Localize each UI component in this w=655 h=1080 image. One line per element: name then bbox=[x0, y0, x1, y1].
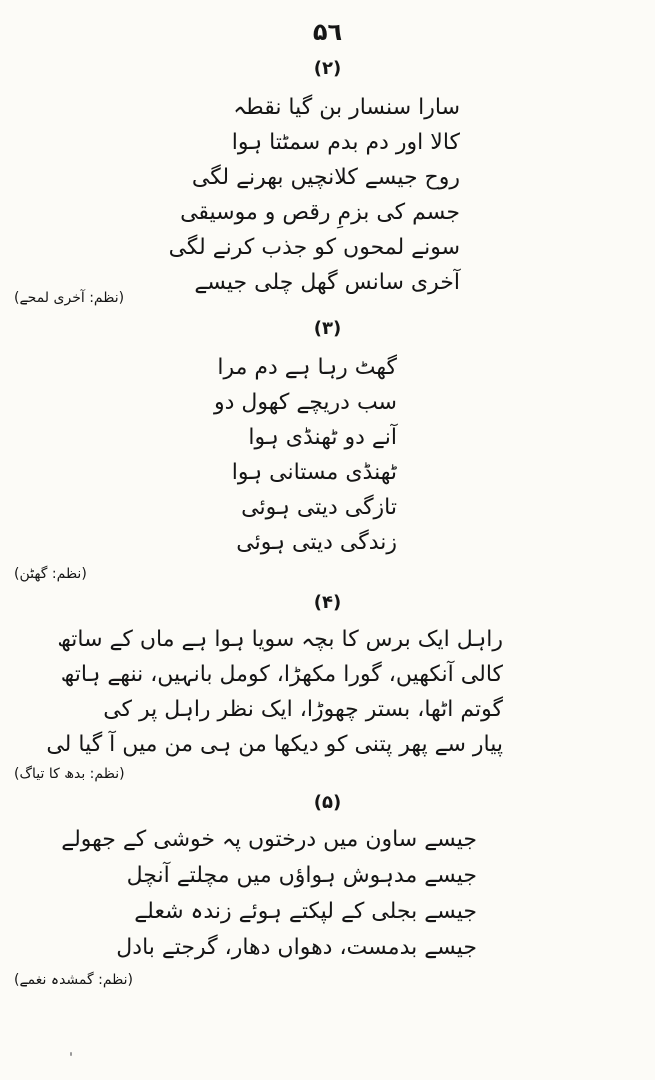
verse-line: جیسے بجلی کے لپکتے ہوئے زندہ شعلے bbox=[134, 899, 477, 924]
poem-source: (نظم: گھٹن) bbox=[14, 566, 87, 582]
poem-stanza bbox=[168, 90, 460, 300]
verse-line: جیسے ساون میں درختوں پہ خوشی کے جھولے bbox=[61, 827, 477, 852]
verse-line: سارا سنسار بن گیا نقطہ bbox=[233, 95, 460, 120]
verse-line: گھٹ رہا ہے دم مرا bbox=[217, 355, 397, 380]
verse-line: زندگی دیتی ہوئی bbox=[236, 530, 397, 555]
verse-line: روح جیسے کلانچیں بھرنے لگی bbox=[191, 165, 460, 190]
poem-stanza bbox=[46, 622, 503, 762]
verse-line: پیار سے پھر پتنی کو دیکھا من ہی من میں آ گیا لی bbox=[46, 732, 503, 757]
verse-line: جسم کی بزمِ رقص و موسیقی bbox=[180, 200, 460, 225]
poem-source: (نظم: گمشدہ نغمے) bbox=[14, 972, 133, 988]
verse-line: تازگی دیتی ہوئی bbox=[241, 495, 397, 520]
poem-source: (نظم: بدھ کا تیاگ) bbox=[14, 766, 125, 782]
poem-source: (نظم: آخری لمحے) bbox=[14, 290, 125, 306]
verse-line: جیسے بدمست، دھواں دھار، گرجتے بادل bbox=[116, 935, 477, 960]
verse-line: راہل ایک برس کا بچہ سویا ہوا ہے ماں کے ساتھ bbox=[57, 627, 503, 652]
verse-line: کالا اور دم بدم سمٹتا ہوا bbox=[231, 130, 460, 155]
verse-line: آخری سانس گھل چلی جیسے bbox=[194, 270, 460, 295]
section-number: (۲) bbox=[313, 58, 342, 79]
section-number: (۵) bbox=[313, 792, 342, 813]
section-number: (۳) bbox=[313, 318, 342, 339]
paper-speck bbox=[70, 1052, 72, 1056]
section-number: (۴) bbox=[313, 592, 342, 613]
verse-line: گوتم اٹھا، بستر چھوڑا، ایک نظر راہل پر کی bbox=[103, 697, 503, 722]
verse-line: ٹھنڈی مستانی ہوا bbox=[231, 460, 397, 485]
verse-line: آنے دو ٹھنڈی ہوا bbox=[248, 425, 397, 450]
poem-stanza bbox=[61, 822, 477, 966]
verse-line: سب دریچے کھول دو bbox=[213, 390, 397, 415]
page-number: ۵٦ bbox=[312, 18, 343, 46]
verse-line: جیسے مدہوش ہواؤں میں مچلتے آنچل bbox=[126, 863, 477, 888]
verse-line: کالی آنکھیں، گورا مکھڑا، کومل بانہیں، ننھے ہاتھ bbox=[60, 662, 503, 687]
verse-line: سونے لمحوں کو جذب کرنے لگی bbox=[168, 235, 460, 260]
poem-stanza bbox=[213, 350, 397, 560]
